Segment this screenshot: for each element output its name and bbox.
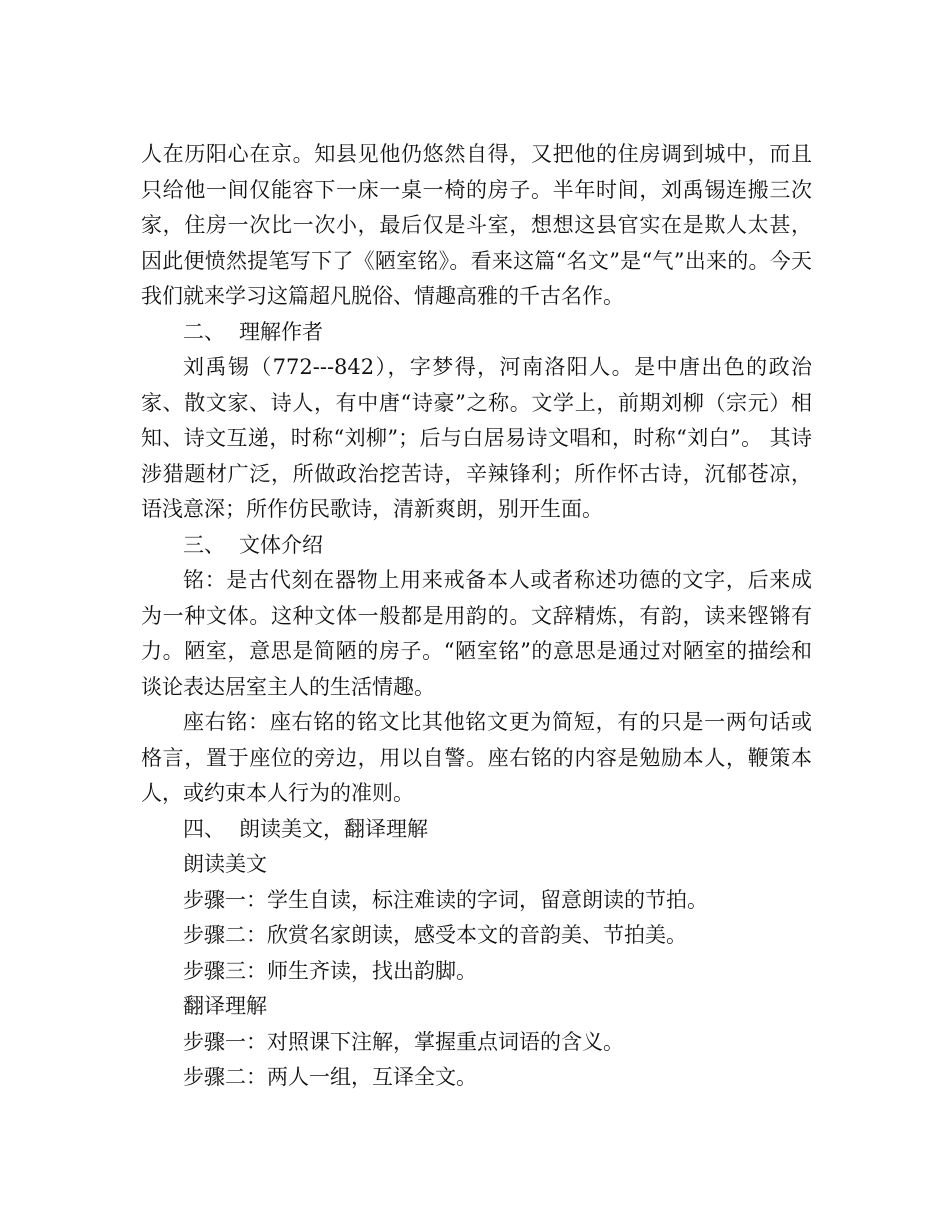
step-item: 步骤二：欣赏名家朗读，感受本文的音韵美、节拍美。	[183, 923, 687, 947]
step-item: 步骤三：师生齐读，找出韵脚。	[183, 958, 477, 983]
subheading-translation: 翻译理解	[183, 994, 267, 1018]
paragraph-author-bio: 刘禹锡（772---842），字梦得，河南洛阳人。是中唐出色的政治家、散文家、诗人，有中唐“诗豪”之称。文学上，前期刘柳（宗元）相知、诗文互递，时称“刘柳”；后与白居易诗文唱和，时称“刘白”。 其诗涉猎题材广泛，所做政治挖苦诗，辛辣锋利；所作怀古诗，沉郁苍凉，语浅意深；所作仿民歌诗，清新爽朗，别开生面。	[141, 355, 812, 521]
section-number: 二、	[183, 319, 225, 344]
step-item: 步骤二：两人一组，互译全文。	[183, 1065, 477, 1089]
paragraph-motto-definition: 座右铭：座右铭的铭文比其他铭文更为简短，有的只是一两句话或格言，置于座位的旁边，用以自警。座右铭的内容是勉励本人，鞭策本人，或约束本人行为的准则。	[141, 710, 812, 805]
section-number: 四、	[183, 816, 225, 841]
paragraph-ming-definition: 铭：是古代刻在器物上用来戒备本人或者称述功德的文字，后来成为一种文体。这种文体一般都是用韵的。文辞精炼，有韵，读来铿锵有力。陋室，意思是简陋的房子。“陋室铭”的意思是通过对陋室的描绘和谈论表达居室主人的生活情趣。	[141, 568, 812, 699]
subheading-reading: 朗读美文	[183, 852, 267, 876]
document-page	[141, 137, 812, 1096]
section-title: 朗读美文，翻译理解	[239, 816, 428, 841]
section-number: 三、	[183, 532, 225, 557]
section-heading-author	[141, 315, 812, 351]
section-title: 理解作者	[239, 319, 323, 344]
section-heading-reading	[141, 812, 812, 848]
paragraph-intro-story: 人在历阳心在京。知县见他仍悠然自得，又把他的住房调到城中，而且只给他一间仅能容下一床一桌一椅的房子。半年时间，刘禹锡连搬三次家，住房一次比一次小，最后仅是斗室，想想这县官实在是欺人太甚，因此便愤然提笔写下了《陋室铭》。看来这篇“名文”是“气”出来的。今天我们就来学习这篇超凡脱俗、情趣高雅的千古名作。	[141, 142, 812, 308]
step-item: 步骤一：对照课下注解，掌握重点词语的含义。	[183, 1029, 624, 1054]
section-title: 文体介绍	[239, 532, 323, 557]
section-heading-genre	[141, 528, 812, 564]
step-item: 步骤一：学生自读，标注难读的字词，留意朗读的节拍。	[183, 887, 708, 912]
